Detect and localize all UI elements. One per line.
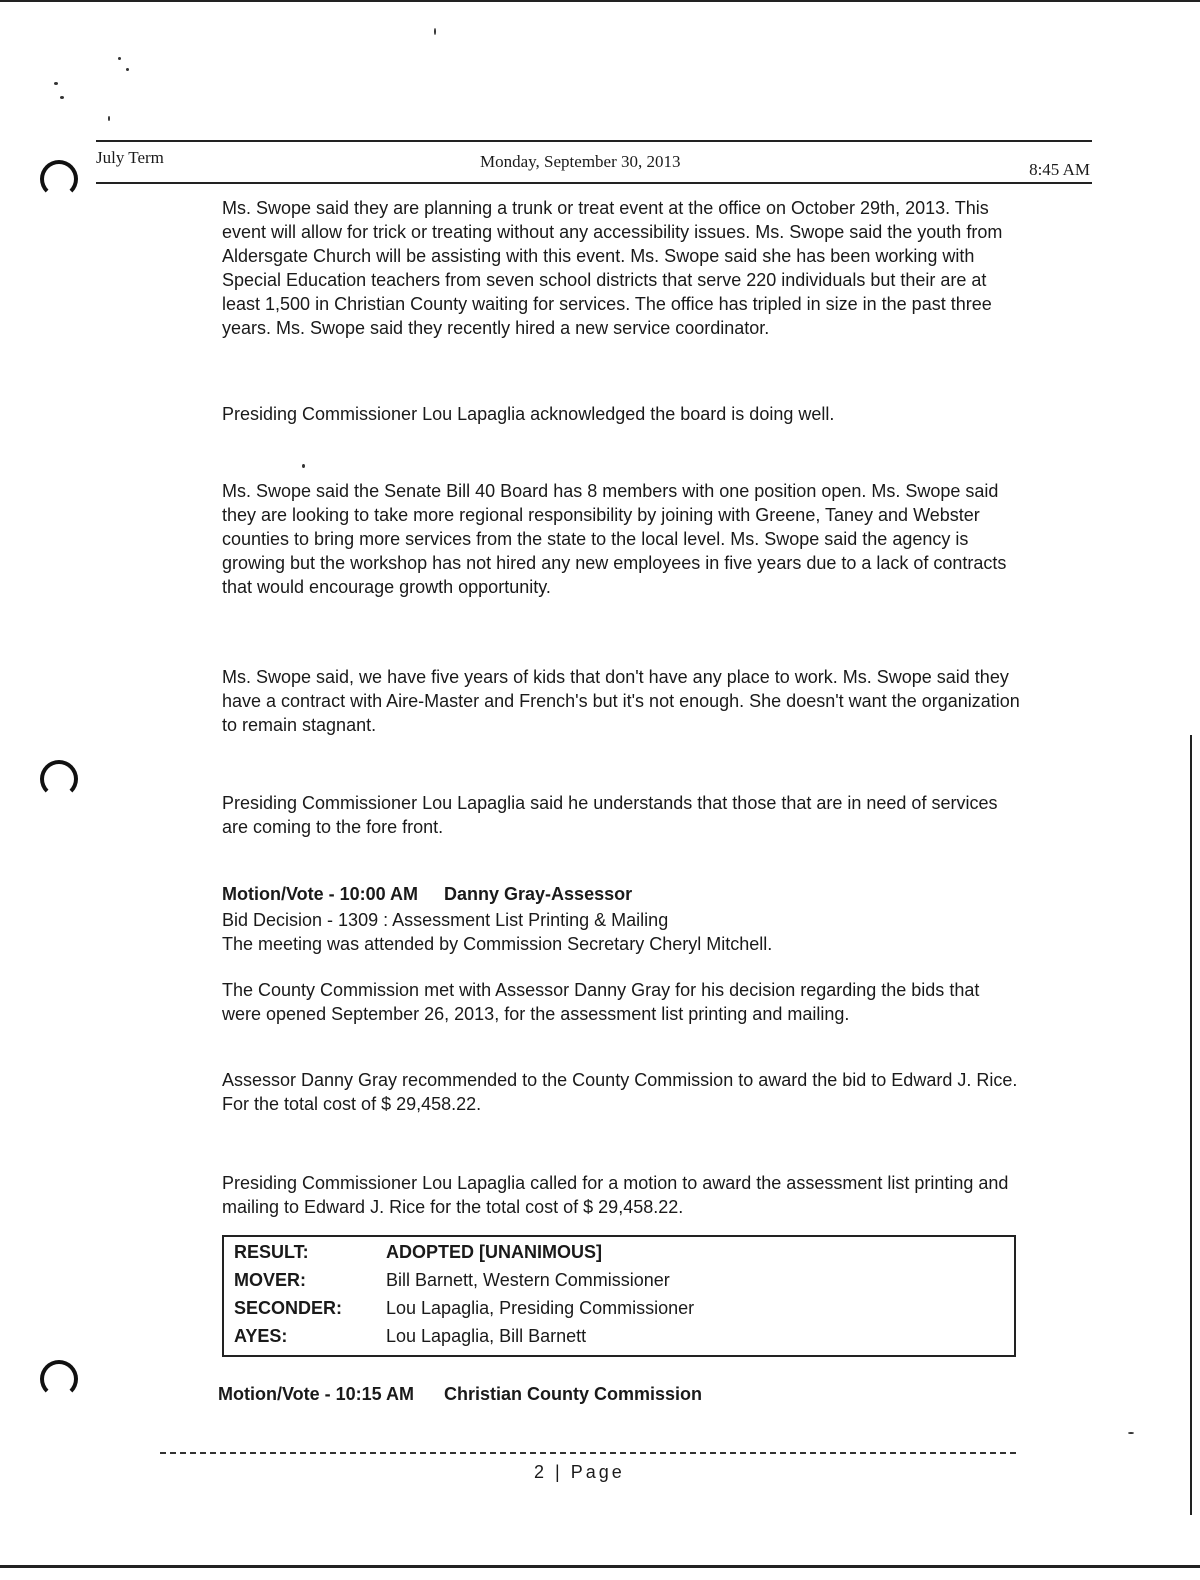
scan-speck: [60, 96, 64, 99]
scan-speck: [118, 57, 121, 60]
paragraph: Presiding Commissioner Lou Lapaglia acknowledged the board is doing well.: [222, 404, 835, 424]
scan-speck: [54, 82, 58, 85]
vote-label: SECONDER:: [234, 1298, 343, 1318]
scan-speck: [434, 28, 436, 35]
paragraph: Presiding Commissioner Lou Lapaglia called for a motion to award the assessment list printing and mailing to Edward J. Rice for the total cost of $ 29,458.22.: [222, 1173, 1009, 1217]
scan-edge-top: [0, 0, 1200, 12]
page-number: 2 | Page: [534, 1462, 625, 1482]
vote-value: Lou Lapaglia, Presiding Commissioner: [386, 1298, 695, 1318]
motion-party: Danny Gray-Assessor: [444, 884, 633, 904]
paragraph: Assessor Danny Gray recommended to the County Commission to award the bid to Edward J. Rice. For the total cost of $ 29,458.22.: [222, 1070, 1018, 1114]
paragraph: Ms. Swope said the Senate Bill 40 Board has 8 members with one position open. Ms. Swope said they are looking to take more regional responsibility by joining with Greene, Taney and Webster counties to bring more services from the state to the local level. Ms. Swope said the agency is growing but the workshop has not hired any new employees in five years due to a lack of contracts that would encourage growth opportunity.: [222, 481, 1007, 597]
vote-label: MOVER:: [234, 1270, 306, 1290]
vote-value: Lou Lapaglia, Bill Barnett: [386, 1326, 587, 1346]
motion-heading: [218, 1384, 702, 1405]
vote-result-table: [222, 1235, 1016, 1357]
bid-decision: Bid Decision - 1309 : Assessment List Printing & Mailing: [222, 910, 669, 930]
scan-speck: [1128, 1432, 1134, 1434]
scan-speck: [126, 68, 129, 71]
paragraph: The County Commission met with Assessor Danny Gray for his decision regarding the bids that were opened September 26, 2013, for the assessment list printing and mailing.: [222, 980, 980, 1024]
scan-speck: [302, 464, 305, 468]
paragraph: Presiding Commissioner Lou Lapaglia said he understands that those that are in need of services are coming to the fore front.: [222, 793, 998, 837]
motion-time: Motion/Vote - 10:15 AM: [218, 1384, 415, 1404]
attendance-note: The meeting was attended by Commission Secretary Cheryl Mitchell.: [222, 934, 773, 954]
paragraph: Ms. Swope said they are planning a trunk or treat event at the office on October 29th, 2013. This event will allow for trick or treating without any accessibility issues. Ms. Swope said the youth from Aldersgate Church will be assisting with this event. Ms. Swope said she has been working with Special Education teachers from seven school districts that serve 220 individuals but their are at least 1,500 in Christian County waiting for services. The office has tripled in size in the past three years. Ms. Swope said they recently hired a new service coordinator.: [222, 198, 1003, 338]
page-header: [96, 140, 1092, 184]
header-term: July Term: [96, 148, 164, 167]
punch-hole-icon: [40, 160, 78, 198]
scan-edge-bottom: [0, 1565, 1200, 1568]
punch-hole-icon: [40, 760, 78, 798]
vote-label: AYES:: [234, 1326, 288, 1346]
header-date: Monday, September 30, 2013: [480, 152, 681, 171]
scan-speck: [108, 116, 110, 121]
header-time: 8:45 AM: [1029, 160, 1090, 179]
motion-party: Christian County Commission: [444, 1384, 703, 1404]
motion-time: Motion/Vote - 10:00 AM: [222, 884, 419, 904]
paragraph: Ms. Swope said, we have five years of kids that don't have any place to work. Ms. Swope said they have a contract with Aire-Master and French's but it's not enough. She doesn't want the organization to remain stagnant.: [222, 667, 1020, 735]
motion-heading: [222, 882, 632, 906]
vote-value: Bill Barnett, Western Commissioner: [386, 1270, 670, 1290]
scan-edge-right: [1190, 735, 1192, 1515]
vote-label: RESULT:: [234, 1242, 309, 1262]
vote-value: ADOPTED [UNANIMOUS]: [386, 1242, 602, 1262]
punch-hole-icon: [40, 1360, 78, 1398]
footer-rule: [160, 1452, 1016, 1454]
